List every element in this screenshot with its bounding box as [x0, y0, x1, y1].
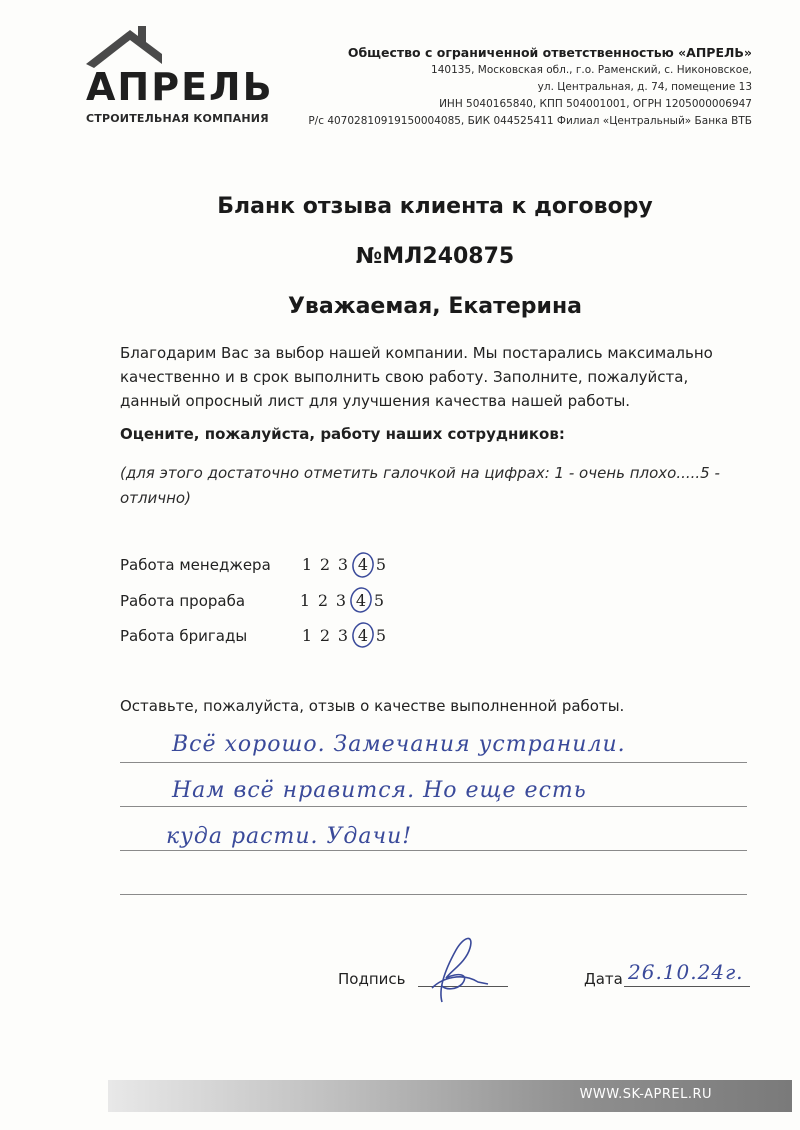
company-address-1: 140135, Московская обл., г.о. Раменский, с. Никоновское, [431, 64, 752, 76]
rating-option[interactable]: 3 [335, 591, 347, 610]
intro-text: Благодарим Вас за выбор нашей компании. Мы постарались максимально качественно и в срок выполнить свою работу. Заполните, пожалуйста, данный опросный лист для улучшения качества нашей работы. [120, 344, 713, 410]
rating-option[interactable]: 2 [319, 626, 331, 645]
contract-number: №МЛ240875 [355, 244, 515, 269]
feedback-line [120, 762, 747, 763]
form-title: Бланк отзыва клиента к договору [217, 194, 653, 219]
rating-label-foreman: Работа прораба [120, 592, 246, 610]
logo-roof-icon [82, 24, 162, 68]
rating-option[interactable]: 1 [301, 555, 313, 574]
greeting: Уважаемая, Екатерина [287, 294, 583, 319]
rating-label-manager: Работа менеджера [120, 556, 271, 574]
rating-option[interactable]: 1 [301, 626, 313, 645]
rating-label-crew: Работа бригады [120, 627, 248, 645]
brand-name: АПРЕЛЬ [86, 65, 274, 109]
company-ids: ИНН 5040165840, КПП 504001001, ОГРН 1205000006947 [439, 98, 752, 110]
signature-scribble [412, 928, 492, 1008]
signature-label: Подпись [338, 970, 406, 988]
selection-circle-icon [350, 622, 378, 650]
rating-hint: (для этого достаточно отметить галочкой на цифрах: 1 - очень плохо.....5 - отлично) [120, 464, 720, 507]
rating-option-selected[interactable]: 4 [357, 626, 369, 645]
brand-subtitle: СТРОИТЕЛЬНАЯ КОМПАНИЯ [86, 112, 269, 125]
handwritten-feedback-line-2: Нам всё нравится. Но еще есть [172, 778, 587, 803]
date-line [624, 986, 750, 987]
company-address-2: ул. Центральная, д. 74, помещение 13 [537, 81, 752, 93]
rating-option[interactable]: 2 [317, 591, 329, 610]
company-name: Общество с ограниченной ответственностью «АПРЕЛЬ» [347, 45, 752, 60]
feedback-question: Оставьте, пожалуйста, отзыв о качестве выполненной работы. [120, 697, 625, 715]
selection-circle-icon [350, 552, 378, 580]
footer-website-link[interactable]: WWW.SK-APREL.RU [579, 1087, 712, 1102]
rating-option-selected[interactable]: 4 [357, 555, 369, 574]
rating-option[interactable]: 1 [299, 591, 311, 610]
rating-option-selected[interactable]: 4 [355, 591, 367, 610]
selection-circle-icon [348, 587, 376, 615]
company-details [272, 44, 752, 130]
rating-option[interactable]: 3 [337, 555, 349, 574]
feedback-line [120, 806, 747, 807]
rating-heading: Оцените, пожалуйста, работу наших сотрудников: [120, 425, 565, 443]
rating-option[interactable]: 5 [373, 591, 385, 610]
rating-option[interactable]: 3 [337, 626, 349, 645]
rating-option[interactable]: 2 [319, 555, 331, 574]
date-value: 26.10.24г. [628, 960, 744, 984]
feedback-line [120, 894, 747, 895]
date-label: Дата [584, 970, 623, 988]
rating-option[interactable]: 5 [375, 555, 387, 574]
handwritten-feedback-line-1: Всё хорошо. Замечания устранили. [172, 732, 626, 757]
handwritten-feedback-line-3: куда расти. Удачи! [166, 824, 413, 849]
feedback-line [120, 850, 747, 851]
company-bank: Р/с 40702810919150004085, БИК 044525411 Филиал «Центральный» Банка ВТБ [308, 115, 752, 127]
rating-option[interactable]: 5 [375, 626, 387, 645]
